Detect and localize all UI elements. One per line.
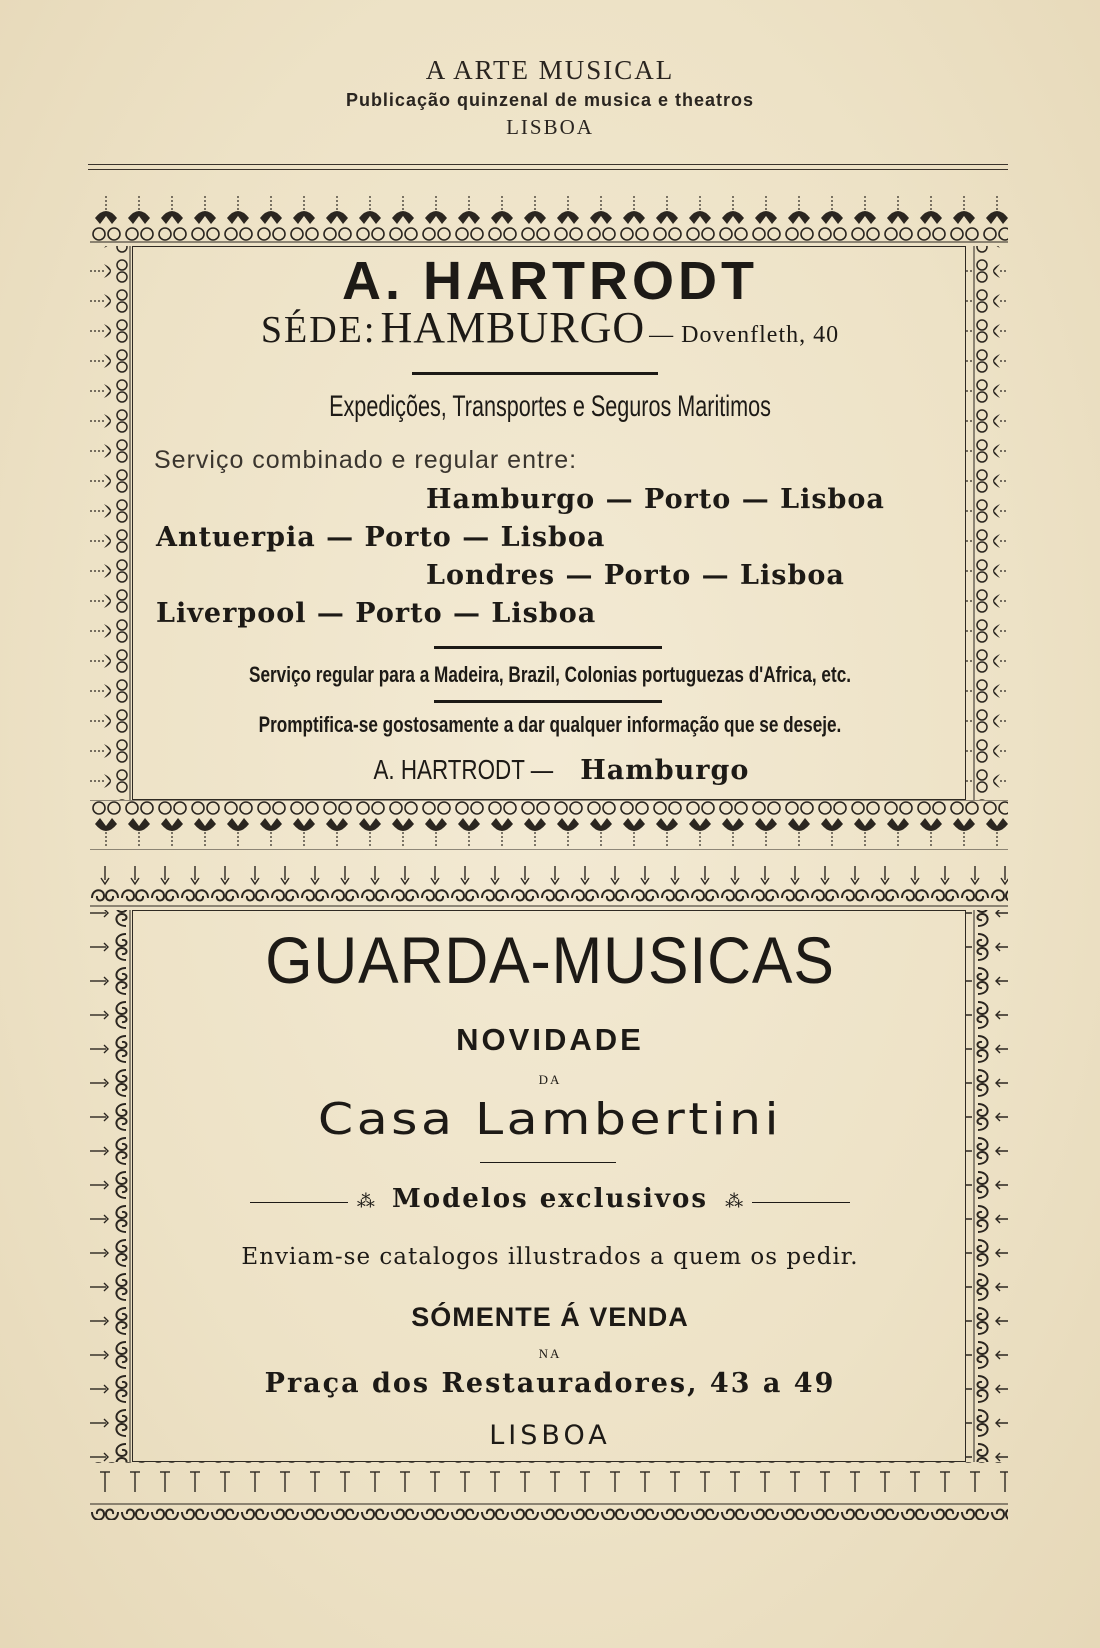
novelty-label: NOVIDADE xyxy=(456,1022,644,1057)
publication-title: A ARTE MUSICAL xyxy=(425,55,675,85)
route-antuerpia: Antuerpia — Porto — Lisboa xyxy=(156,522,606,553)
catalog-note: Enviam-se catalogos illustrados a quem os pedir. xyxy=(241,1244,859,1270)
shop-address: Praça dos Restauradores, 43 a 49 xyxy=(264,1368,836,1399)
divider-rule xyxy=(480,1162,616,1163)
preposition-da: DA xyxy=(538,1072,562,1087)
masthead-double-rule xyxy=(88,164,1008,170)
seat-city: HAMBURGO xyxy=(380,303,646,352)
divider-rule xyxy=(412,372,658,375)
sale-only-label: SÓMENTE Á VENDA xyxy=(411,1302,689,1332)
information-note: Promptifica-se gostosamente a dar qualquer informação que se deseje. xyxy=(258,712,842,737)
services-heading: Expedições, Transportes e Seguros Maritimos xyxy=(329,390,771,423)
exclusive-models-line xyxy=(0,1184,1100,1214)
divider-rule xyxy=(434,700,662,703)
signature-city: Hamburgo xyxy=(580,755,750,786)
fleuron-left-icon: ⁂ xyxy=(356,1191,375,1212)
divider-rule xyxy=(434,646,662,649)
route-hamburgo: Hamburgo — Porto — Lisboa xyxy=(426,484,885,515)
masthead xyxy=(0,55,1100,140)
route-liverpool: Liverpool — Porto — Lisboa xyxy=(156,598,597,629)
preposition-na: NA xyxy=(538,1346,562,1361)
left-rule xyxy=(250,1202,348,1203)
seat-label: SÉDE: xyxy=(260,309,377,351)
service-intro: Serviço combinado e regular entre: xyxy=(154,446,578,474)
signature xyxy=(0,754,1100,786)
shop-city: LISBOA xyxy=(489,1420,611,1451)
regular-service-note: Serviço regular para a Madeira, Brazil, Colonias portuguezas d'Africa, etc. xyxy=(248,662,852,687)
right-rule xyxy=(752,1202,850,1203)
house-name: Casa Lambertini xyxy=(317,1094,783,1145)
company-seat xyxy=(0,302,1100,353)
company-name: A. HARTRODT xyxy=(342,251,758,311)
publication-city: LISBOA xyxy=(506,115,594,139)
ad-title: GUARDA-MUSICAS xyxy=(265,923,835,997)
exclusive-models: Modelos exclusivos xyxy=(391,1184,708,1214)
seat-address: — Dovenfleth, 40 xyxy=(649,322,840,348)
route-londres: Londres — Porto — Lisboa xyxy=(426,560,845,591)
fleuron-right-icon: ⁂ xyxy=(725,1191,744,1212)
publication-subtitle: Publicação quinzenal de musica e theatros xyxy=(345,90,755,110)
signature-name: A. HARTRODT — xyxy=(373,754,553,785)
